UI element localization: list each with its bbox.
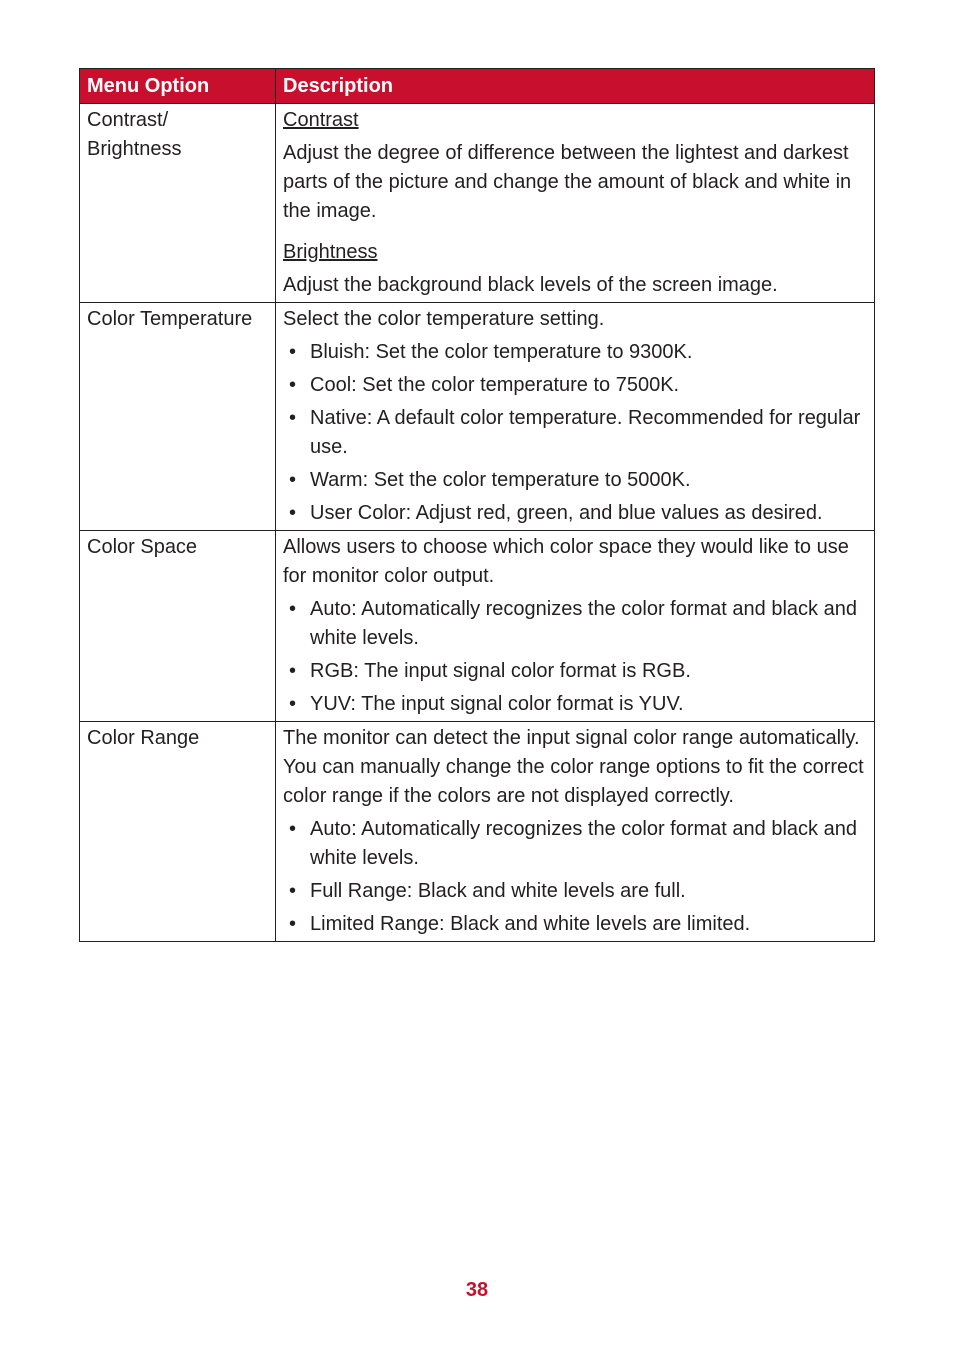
bullet-icon: • [289,693,297,715]
bullet-icon: • [289,913,297,935]
table-row [80,722,875,942]
table-row [80,104,875,303]
description-cell [276,303,875,531]
description-text: Adjust the background black levels of the screen image. [283,274,778,296]
table-header-row [80,69,875,104]
list-item: • Native: A default color temperature. Recommended for regular use. [283,404,870,462]
description-intro: The monitor can detect the input signal color range automatically. You can manually change the color range options to fit the correct color range if the colors are not displayed correctly. [283,727,864,807]
description-cell [276,104,875,303]
bullet-icon: • [289,374,297,396]
subheading-brightness: Brightness [283,241,378,263]
table-row [80,303,875,531]
option-color-range: Color Range [80,722,276,942]
option-contrast-brightness: Contrast/ Brightness [80,104,276,303]
list-item: • Warm: Set the color temperature to 5000K. [283,466,870,495]
list-item: • Full Range: Black and white levels are full. [283,877,870,906]
list-item: • User Color: Adjust red, green, and blue values as desired. [283,499,870,528]
menu-options-table [79,68,875,942]
list-item: • YUV: The input signal color format is YUV. [283,690,870,719]
table-row [80,531,875,722]
bullet-icon: • [289,880,297,902]
list-item: • Auto: Automatically recognizes the color format and black and white levels. [283,595,870,653]
description-intro: Select the color temperature setting. [283,308,605,330]
list-item: • Auto: Automatically recognizes the color format and black and white levels. [283,815,870,873]
header-menu-option: Menu Option [80,69,276,104]
bullet-icon: • [289,502,297,524]
description-cell [276,531,875,722]
bullet-icon: • [289,660,297,682]
bullet-icon: • [289,469,297,491]
description-text: Adjust the degree of difference between the lightest and darkest parts of the picture and change the amount of black and white in the image. [283,142,852,222]
subheading-contrast: Contrast [283,109,359,131]
page-number: 38 [465,1279,489,1301]
list-item: • Limited Range: Black and white levels are limited. [283,910,870,939]
description-intro: Allows users to choose which color space they would like to use for monitor color output. [283,536,849,587]
bullet-icon: • [289,598,297,620]
list-item: • RGB: The input signal color format is RGB. [283,657,870,686]
option-color-temperature: Color Temperature [80,303,276,531]
bullet-icon: • [289,341,297,363]
list-item: • Cool: Set the color temperature to 7500K. [283,371,870,400]
bullet-icon: • [289,818,297,840]
bullet-icon: • [289,407,297,429]
bullet-list [283,815,870,939]
bullet-list [283,595,870,719]
bullet-list [283,338,870,528]
option-color-space: Color Space [80,531,276,722]
list-item: • Bluish: Set the color temperature to 9300K. [283,338,870,367]
header-description: Description [276,69,875,104]
description-cell [276,722,875,942]
